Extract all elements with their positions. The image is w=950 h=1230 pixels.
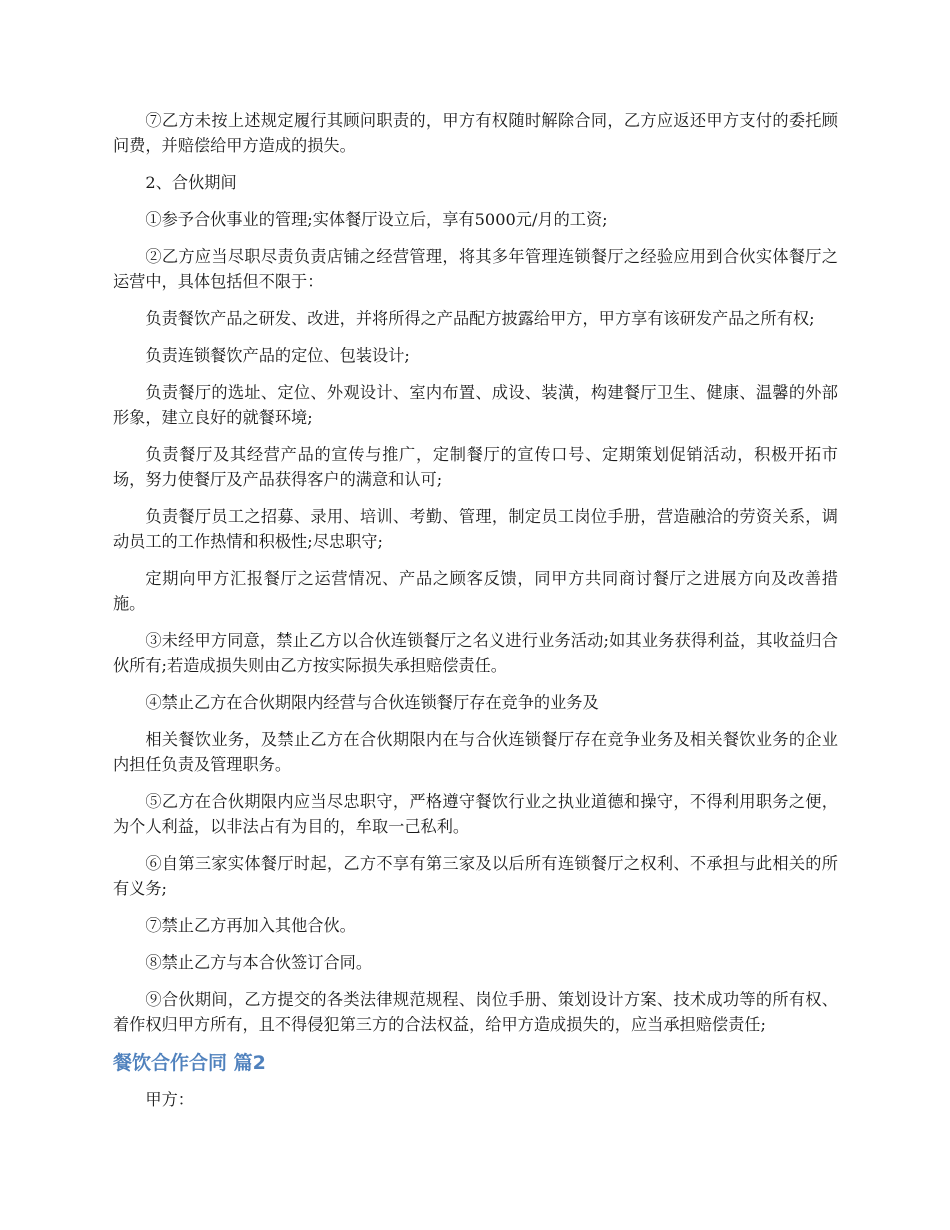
- paragraph: 负责餐厅的选址、定位、外观设计、室内布置、成设、装潢，构建餐厅卫生、健康、温馨的外部形象，建立良好的就餐环境;: [113, 383, 838, 427]
- paragraph: ⑥自第三家实体餐厅时起，乙方不享有第三家及以后所有连锁餐厅之权利、不承担与此相关的所有义务;: [113, 854, 838, 898]
- paragraph: ⑦禁止乙方再加入其他合伙。: [145, 916, 356, 935]
- paragraph: ④禁止乙方在合伙期限内经营与合伙连锁餐厅存在竞争的业务及: [145, 693, 599, 712]
- paragraph: 负责餐厅及其经营产品的宣传与推广，定制餐厅的宣传口号、定期策划促销活动，积极开拓市场，努力使餐厅及产品获得客户的满意和认可;: [113, 445, 838, 489]
- paragraph: ⑤乙方在合伙期限内应当尽忠职守，严格遵守餐饮行业之执业道德和操守，不得利用职务之便，为个人利益，以非法占有为目的，牟取一己私利。: [113, 792, 838, 836]
- paragraph: ②乙方应当尽职尽责负责店铺之经营管理，将其多年管理连锁餐厅之经验应用到合伙实体餐厅之运营中，具体包括但不限于：: [113, 247, 838, 291]
- paragraph: 定期向甲方汇报餐厅之运营情况、产品之顾客反馈，同甲方共同商讨餐厅之进展方向及改善措施。: [113, 569, 838, 613]
- paragraph: 负责餐厅员工之招募、录用、培训、考勤、管理，制定员工岗位手册，营造融洽的劳资关系，调动员工的工作热情和积极性;尽忠职守;: [113, 507, 838, 551]
- paragraph: 负责餐饮产品之研发、改进，并将所得之产品配方披露给甲方，甲方享有该研发产品之所有权;: [145, 309, 815, 328]
- document-page: [113, 108, 838, 1124]
- paragraph: 甲方：: [145, 1090, 194, 1109]
- paragraph: ⑦乙方未按上述规定履行其顾问职责的，甲方有权随时解除合同，乙方应返还甲方支付的委托顾问费，并赔偿给甲方造成的损失。: [113, 111, 838, 155]
- paragraph: ⑨合伙期间，乙方提交的各类法律规范规程、岗位手册、策划设计方案、技术成功等的所有权、着作权归甲方所有，且不得侵犯第三方的合法权益，给甲方造成损失的，应当承担赔偿责任;: [113, 990, 838, 1034]
- paragraph: ③未经甲方同意，禁止乙方以合伙连锁餐厅之名义进行业务活动;如其业务获得利益，其收益归合伙所有;若造成损失则由乙方按实际损失承担赔偿责任。: [113, 631, 838, 675]
- section-heading: 餐饮合作合同 篇2: [113, 1052, 266, 1074]
- paragraph: 相关餐饮业务，及禁止乙方在合伙期限内在与合伙连锁餐厅存在竞争业务及相关餐饮业务的企业内担任负责及管理职务。: [113, 730, 838, 774]
- paragraph: ①参予合伙事业的管理;实体餐厅设立后，享有5000元/月的工资;: [145, 210, 608, 229]
- paragraph: ⑧禁止乙方与本合伙签订合同。: [145, 953, 373, 972]
- section-subheading: 2、合伙期间: [145, 173, 237, 192]
- paragraph: 负责连锁餐饮产品的定位、包装设计;: [145, 346, 410, 365]
